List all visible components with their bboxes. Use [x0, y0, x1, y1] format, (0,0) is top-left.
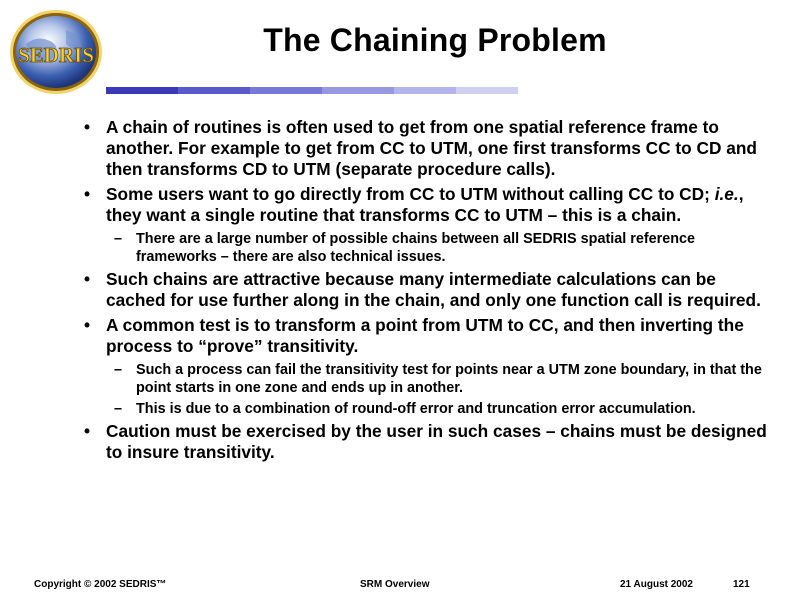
bullet-mark: • [84, 117, 91, 137]
bullet-3-text: Such chains are attractive because many intermediate calculations can be cached for use further along in the chain, and only one function call is required. [106, 269, 761, 310]
logo-text: SEDRIS [18, 43, 94, 67]
bullet-2-ie: i.e. [714, 184, 739, 204]
bullet-mark: • [84, 269, 91, 289]
bullet-mark: • [84, 184, 91, 204]
sub-bullet-2-1-text: There are a large number of possible chains between all SEDRIS spatial reference frameworks – there are also technical issues. [136, 231, 696, 265]
bullet-3 [82, 269, 772, 311]
sub-bullet-4-1-text: Such a process can fail the transitivity test for points near a UTM zone boundary, in that the point starts in one zone and ends up in another. [136, 362, 762, 396]
title-underline-bar [106, 87, 518, 94]
bullet-1-text: A chain of routines is often used to get from one spatial reference frame to another. For example to get from CC to UTM, one first transforms CC to CD and then transforms CD to UTM (separate procedure calls). [106, 117, 757, 179]
bullet-5 [82, 421, 772, 463]
bullet-2-text-a: Some users want to go directly from CC to UTM without calling CC to CD; [106, 184, 715, 204]
sedris-logo [8, 8, 104, 96]
bullet-mark: • [84, 315, 91, 335]
bullet-5-text: Caution must be exercised by the user in such cases – chains must be designed to insure transitivity. [106, 421, 767, 462]
sub-bullet-4-1 [82, 361, 772, 397]
sub-bullet-4-2 [82, 400, 772, 418]
slide-title: The Chaining Problem [263, 22, 607, 58]
sub-bullet-mark: – [114, 401, 123, 417]
footer-title: SRM Overview [360, 579, 430, 590]
bullet-mark: • [84, 421, 91, 441]
sub-bullet-4-2-text: This is due to a combination of round-off error and truncation error accumulation. [136, 401, 696, 417]
bullet-1 [82, 117, 772, 180]
bullet-4 [82, 315, 772, 357]
bullet-2 [82, 184, 772, 226]
slide-body [82, 117, 772, 467]
footer-copyright: Copyright © 2002 SEDRIS™ [34, 579, 167, 590]
footer-date: 21 August 2002 [620, 579, 693, 590]
bullet-2-text-b: , they want a single routine that transforms CC to UTM – this is a chain. [106, 184, 744, 225]
sub-bullet-2-1 [82, 230, 772, 266]
footer-page-number: 121 [733, 579, 750, 590]
sub-bullet-mark: – [114, 362, 123, 378]
bullet-4-text: A common test is to transform a point from UTM to CC, and then inverting the process to “prove” transitivity. [106, 315, 744, 356]
sub-bullet-mark: – [114, 231, 123, 247]
